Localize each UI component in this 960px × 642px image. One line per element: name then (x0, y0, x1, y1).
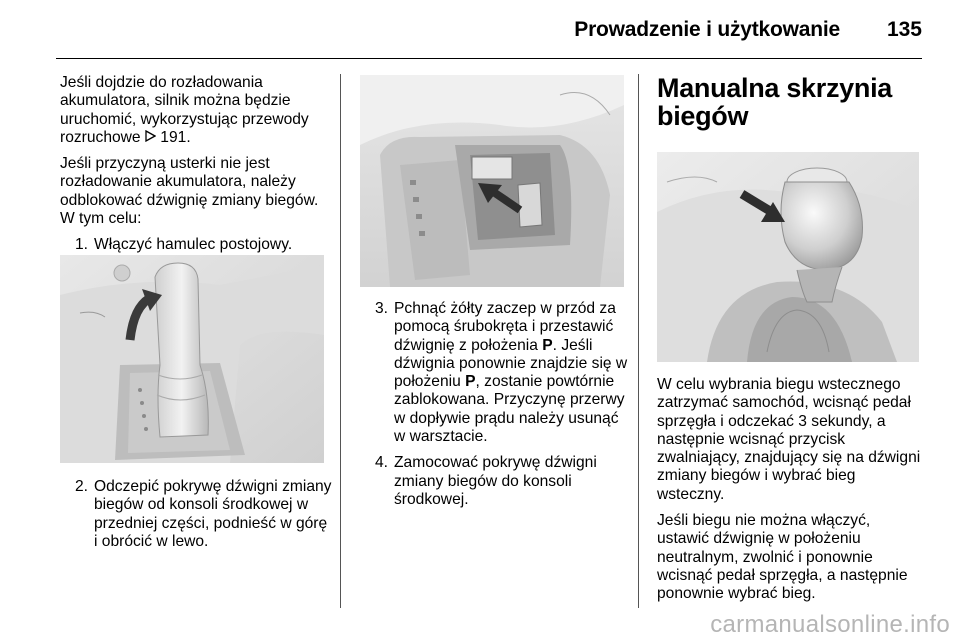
figure-manual-gear-lever (657, 152, 919, 362)
step-2: 2. Odczepić pokrywę dźwigni zmiany biegów od konsoli środkowej w przedniej części, podnieść w górę i obrócić w lewo. (74, 478, 332, 550)
page-reference-icon (145, 130, 156, 142)
figure-automatic-lever (60, 255, 324, 463)
column-left-lower (60, 478, 332, 559)
column-right (657, 74, 925, 130)
step-1: 1. Włączyć hamulec postojowy. (74, 236, 293, 254)
position-p-label: P (465, 373, 476, 391)
column-middle (360, 300, 628, 517)
paragraph-battery: Jeśli dojdzie do rozładowania akumulatora, silnik można będzie uruchomić, wykorzystując przewody rozruchowe 191. (60, 74, 309, 146)
page-header (56, 0, 922, 59)
page-reference[interactable]: 191. (160, 128, 191, 146)
position-p-label: P (542, 336, 553, 354)
step-3: 3. Pchnąć żółty zaczep w przód za pomocą śrubokręta i przestawić dźwignię z położenia P. Jeśli dźwignia ponownie znajdzie się w położeniu P, zostanie powtórnie zablokowana. Przyczynę przerwy w dopływie prądu należy usunąć w warsztacie. (374, 300, 628, 446)
column-left (60, 74, 332, 263)
column-divider-right (638, 74, 639, 608)
step-4: 4. Zamocować pokrywę dźwigni zmiany biegów do konsoli środkowej. (374, 454, 597, 508)
column-divider-left (340, 74, 341, 608)
page-number: 135 (886, 18, 922, 41)
column-right-text (657, 376, 925, 612)
paragraph-reverse-gear: W celu wybrania biegu wstecznego zatrzymać samochód, wcisnąć pedał sprzęgła i odczekać 3 sekundy, a następnie wcisnąć przycisk zwalniający, znajdujący się na dźwigni zmiany biegów i wybrać bieg wsteczny. (657, 376, 921, 503)
section-title: Prowadzenie i użytkowanie (574, 18, 840, 41)
paragraph-gear-retry: Jeśli biegu nie można włączyć, ustawić dźwignię w położeniu neutralnym, zwolnić i ponownie wcisnąć pedał sprzęgła, a następnie ponownie wybrać bieg. (657, 512, 908, 603)
section-heading: Manualna skrzynia biegów (657, 73, 892, 131)
figure-shift-lock-release (360, 75, 624, 287)
paragraph-unlock: Jeśli przyczyną usterki nie jest rozładowanie akumulatora, należy odblokować dźwignię zmiany biegów. W tym celu: (60, 155, 319, 228)
watermark: carmanualsonline.info (710, 611, 950, 638)
